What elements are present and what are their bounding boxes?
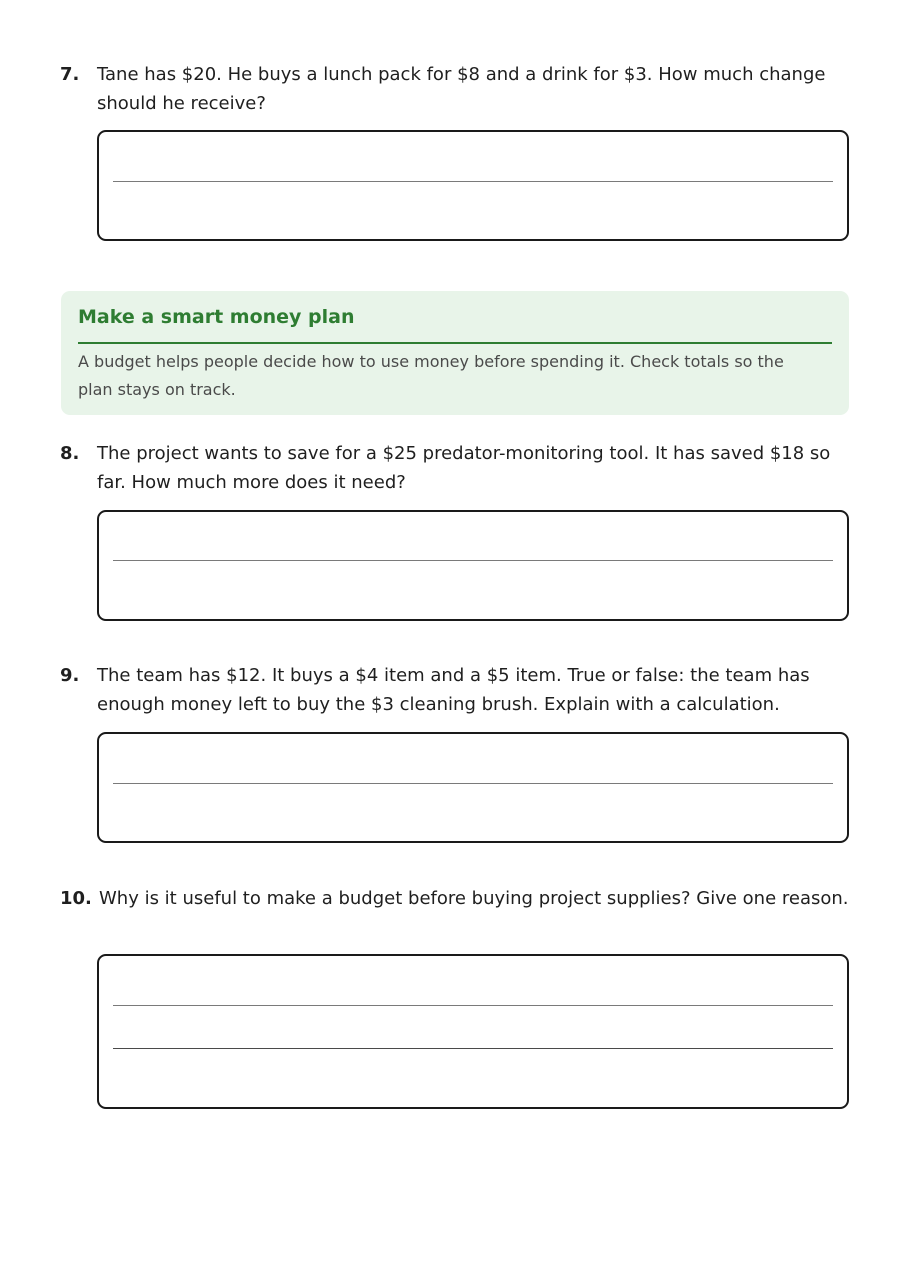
question-7: [60, 60, 850, 118]
answer-box-10[interactable]: [97, 954, 849, 1109]
tip-title: Make a smart money plan: [78, 306, 355, 328]
question-text: Why is it useful to make a budget before buying project supplies? Give one reason.: [99, 888, 849, 909]
question-text: The team has $12. It buys a $4 item and a $5 item. True or false: the team has enough money left to buy the $3 cleaning brush. Explain with a calculation.: [97, 665, 810, 715]
question-10: [60, 884, 850, 913]
answer-line: [113, 1048, 833, 1049]
tip-body: A budget helps people decide how to use money before spending it. Check totals so the plan stays on track.: [78, 352, 784, 399]
answer-box-8[interactable]: [97, 510, 849, 621]
question-number: 7.: [60, 64, 80, 85]
answer-line: [113, 181, 833, 182]
question-number: 8.: [60, 443, 80, 464]
answer-box-9[interactable]: [97, 732, 849, 843]
tip-divider: [78, 342, 832, 344]
answer-line: [113, 560, 833, 561]
question-9: [60, 661, 850, 719]
answer-line: [113, 783, 833, 784]
tip-box: [61, 291, 849, 415]
question-number: 9.: [60, 665, 80, 686]
question-text: Tane has $20. He buys a lunch pack for $8 and a drink for $3. How much change should he receive?: [97, 64, 826, 114]
question-8: [60, 439, 850, 497]
answer-box-7[interactable]: [97, 130, 849, 241]
answer-line: [113, 1005, 833, 1006]
question-number: 10.: [60, 888, 92, 909]
question-text: The project wants to save for a $25 predator-monitoring tool. It has saved $18 so far. How much more does it need?: [97, 443, 831, 493]
